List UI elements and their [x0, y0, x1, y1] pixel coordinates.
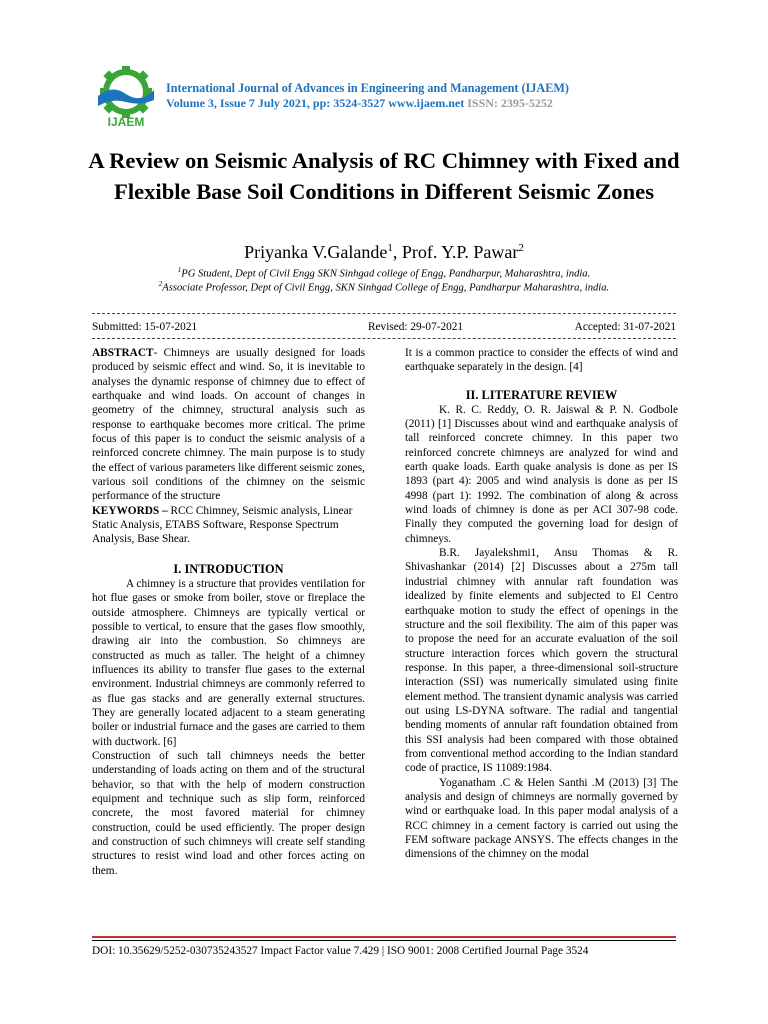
journal-name: International Journal of Advances in Engineering and Management (IJAEM): [166, 81, 569, 95]
footer-rule-black: [92, 940, 676, 941]
abstract-label: ABSTRACT: [92, 347, 154, 359]
affiliation-2-sup: 2: [158, 280, 163, 288]
volume-line: [166, 96, 606, 111]
author-separator: ,: [392, 242, 402, 262]
revised-date: Revised: 29-07-2021: [368, 321, 464, 333]
journal-logo: [90, 66, 160, 130]
author-2: Prof. Y.P. Pawar: [401, 242, 519, 262]
literature-paragraph-1: K. R. C. Reddy, O. R. Jaiswal & P. N. Godbole (2011) [1] Discusses about wind and earthquake analysis of tall reinforced concrete chimney. In this paper two reinforced concrete chimneys are analyzed for wind and earth quake loads. Earth quake analysis is done as per IS 1893 (part 4): 2005 and wind analysis is done as per IS 4998 (part 1): 1992. The combination of along & across wind loads of chimney is done as per ACI 307-98 code. Finally they computed the governing load for design of chimneys.: [405, 403, 678, 545]
literature-paragraph-3: Yoganatham .C & Helen Santhi .M (2013) [3] The analysis and design of chimneys are normally governed by wind or earthquake load. In this paper modal analysis of a RCC chimney in a cement factory is carried out using the FEM software package ANSYS. The effects changes in the dimensions of the chimney on the modal: [405, 776, 678, 861]
right-column: [405, 346, 678, 862]
author-1-sup: 1: [387, 242, 393, 254]
literature-paragraph-2: B.R. Jayalekshmi1, Ansu Thomas & R. Shivashankar (2014) [2] Discusses about a 275m tall industrial chimney with annular raft foundation was idealized by finite elements and subjected to El Centro earthquake motion to study the effect of openings in the structure and the soil flexibility. The aim of this paper was to propose the need for an accurate evaluation of the soil structure interaction forces which govern the structural response. In this paper, a three-dimensional soil-structure interaction (SSI) was numerically simulated using finite element method. The transient dynamic analysis was carried out using LS-DYNA software. The radial and tangential bending moments of annular raft foundation obtained from this SSI analysis had been compared with those obtained from conventional method according to the Indian standard code of practice, IS 11089:1984.: [405, 547, 678, 775]
logo-text: IJAEM: [107, 115, 145, 129]
author-1: Priyanka V.Galande: [244, 242, 388, 262]
footer-rule-red: [92, 936, 676, 938]
footer: DOI: 10.35629/5252-030735243527 Impact Factor value 7.429 | ISO 9001: 2008 Certified Journal Page 3524: [92, 945, 589, 957]
intro-heading: I. INTRODUCTION: [173, 561, 284, 576]
abstract-text: - Chimneys are usually designed for loads produced by seismic effect and wind. So, it is inevitable to analyses the dynamic response of chimney due to effect of earthquake and wind loads. On account of changes in geometry of the chimney, structural analysis such as response to earthquake becomes more critical. The prime focus of this paper is to conduct the seismic analysis of a reinforced concrete chimney. The main purpose is to study the effect of various parameters like different seismic zones, various soil conditions of the chimney on the seismic performance of the structure: [92, 347, 365, 503]
keywords-text: RCC Chimney, Seismic analysis, Linear Static Analysis, ETABS Software, Response Spectrum Analysis, Base Shear.: [92, 504, 353, 546]
authors: [70, 236, 698, 264]
issn: ISSN: 2395-5252: [467, 96, 553, 110]
paper-title: A Review on Seismic Analysis of RC Chimney with Fixed and Flexible Base Soil Conditions in Different Seismic Zones: [88, 148, 680, 204]
author-2-sup: 2: [518, 242, 524, 254]
divider-bottom: [92, 338, 676, 339]
affiliation-2: [70, 278, 698, 295]
abstract: [92, 346, 365, 504]
intro-paragraph-1: A chimney is a structure that provides ventilation for hot flue gases or smoke from boiler, stove or fireplace the outside atmosphere. Chimneys are typically vertical or possible to vertical, to ensure that the gases flow smoothly, drawing air into the combustion. So chimneys are constructed as much as taller. The height of a chimney influences its ability to transfer flue gases to the external environment. Industrial chimneys are commonly referred to as flue gas stacks and are generally external structures. They are generally located adjacent to a steam generating boiler or industrial furnace and the gases are carried to them with ductwork. [6]: [92, 577, 365, 748]
intro-paragraph-2: Construction of such tall chimneys needs the better understanding of loads acting on them and of the structural behavior, so that with the help of modern construction equipment and technique such as slip form, reinforced concrete, the most favored material for chimney construction, could be used efficiently. The proper design and construction of such chimneys will create self standing structures to resist wind load and other forces acting on them.: [92, 749, 365, 877]
affiliation-1-text: PG Student, Dept of Civil Engg SKN Sinhgad college of Engg, Pandharpur, Maharashtra, india.: [181, 268, 591, 280]
accepted-date: Accepted: 31-07-2021: [574, 321, 676, 333]
affiliation-1-sup: 1: [177, 266, 182, 274]
intro-continuation: It is a common practice to consider the effects of wind and earthquake separately in the design. [4]: [405, 347, 678, 374]
keywords-label: KEYWORDS –: [92, 504, 168, 517]
keywords: [92, 504, 365, 547]
affiliation-2-text: Associate Professor, Dept of Civil Engg, SKN Sinhgad College of Engg, Pandharpur Maharashtra, india.: [162, 282, 610, 294]
submitted-date: Submitted: 15-07-2021: [92, 321, 198, 333]
journal-header: [166, 80, 606, 111]
divider-top: [92, 313, 676, 314]
volume-info: Volume 3, Issue 7 July 2021, pp: 3524-3527 www.ijaem.net: [166, 96, 465, 110]
literature-heading: II. LITERATURE REVIEW: [465, 387, 618, 402]
left-column: [92, 346, 365, 878]
